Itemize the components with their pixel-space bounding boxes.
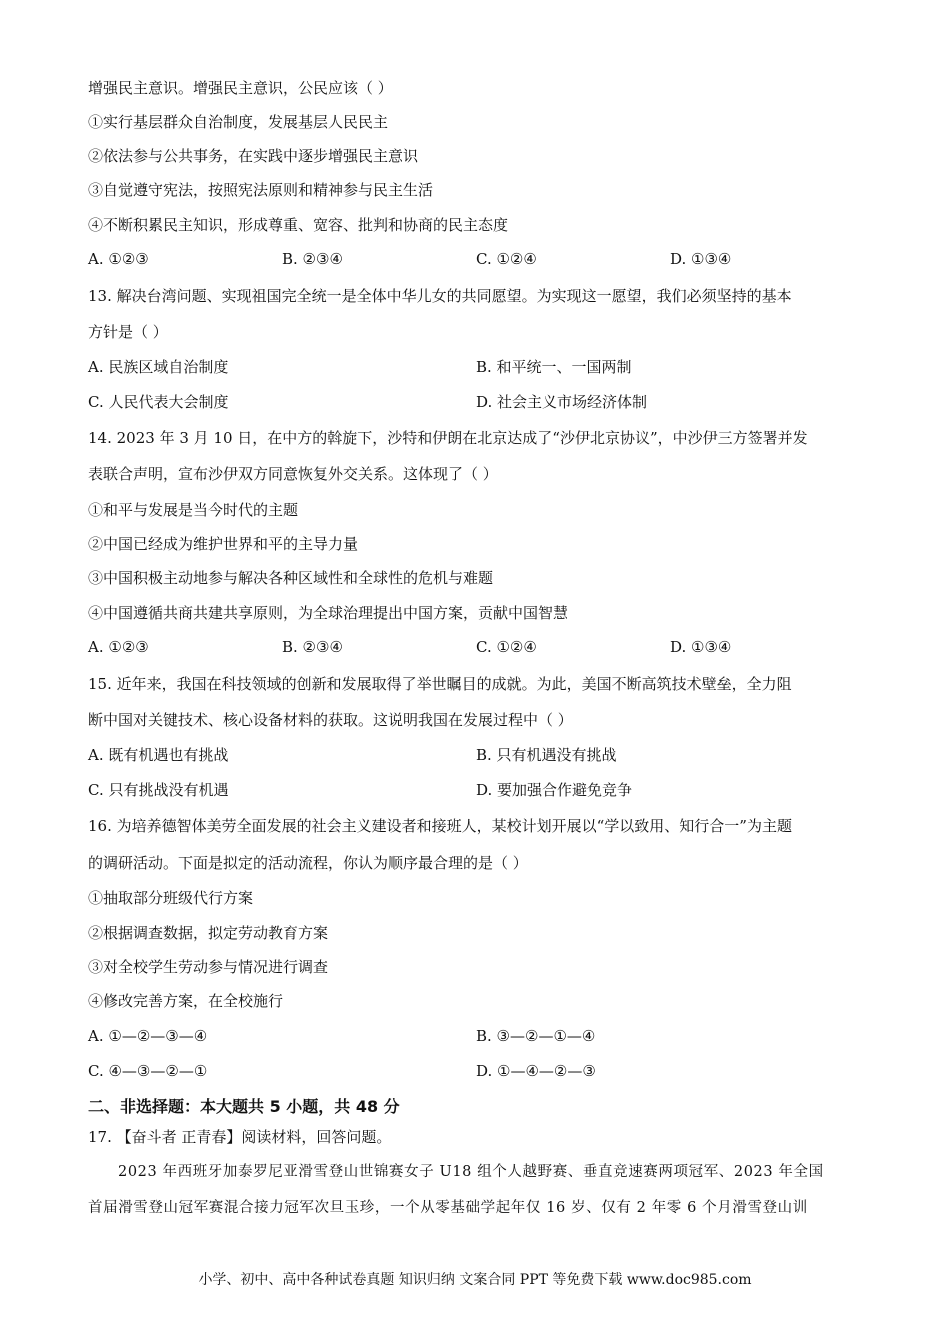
q15-option-a: A. 既有机遇也有挑战 [88, 746, 229, 764]
q12-option-d: D. ①③④ [670, 250, 732, 268]
q15-option-c: C. 只有挑战没有机遇 [88, 781, 229, 799]
section-heading: 二、非选择题：本大题共 5 小题，共 48 分 [88, 1097, 400, 1116]
q16-stem-line-1: 16. 为培养德智体美劳全面发展的社会主义建设者和接班人，某校计划开展以“学以致用、知行合一”为主题 [88, 817, 792, 835]
q13-option-d: D. 社会主义市场经济体制 [476, 393, 648, 411]
q16-option-a: A. ①—②—③—④ [88, 1027, 208, 1045]
q13-stem-line-1: 13. 解决台湾问题、实现祖国完全统一是全体中华儿女的共同愿望。为实现这一愿望，我们必须坚持的基本 [88, 287, 792, 305]
q16-stem-line-2: 的调研活动。下面是拟定的活动流程，你认为顺序最合理的是（ ） [88, 854, 528, 872]
q14-option-b: B. ②③④ [282, 638, 343, 656]
q17-material-line-1: 2023 年西班牙加泰罗尼亚滑雪登山世锦赛女子 U18 组个人越野赛、垂直竞速赛两项冠军、2023 年全国 [118, 1164, 824, 1180]
q14-stem-line-2: 表联合声明，宣布沙伊双方同意恢复外交关系。这体现了（ ） [88, 465, 498, 483]
q15-option-d: D. 要加强合作避免竞争 [476, 781, 633, 799]
q12-option-c: C. ①②④ [476, 250, 537, 268]
q16-item-2: ②根据调查数据，拟定劳动教育方案 [88, 924, 329, 942]
q17-material-line-2: 首届滑雪登山冠军赛混合接力冠军次旦玉珍，一个从零基础学起年仅 16 岁、仅有 2 年零 6 个月滑雪登山训 [88, 1200, 808, 1216]
q15-stem-line-2: 断中国对关键技术、核心设备材料的获取。这说明我国在发展过程中（ ） [88, 711, 573, 729]
q16-option-d: D. ①—④—②—③ [476, 1062, 596, 1080]
q16-item-4: ④修改完善方案，在全校施行 [88, 992, 284, 1010]
q12-stem: 增强民主意识。增强民主意识，公民应该（ ） [88, 79, 393, 97]
q14-option-c: C. ①②④ [476, 638, 537, 656]
q16-item-1: ①抽取部分班级代行方案 [88, 889, 254, 907]
q13-option-c: C. 人民代表大会制度 [88, 393, 229, 411]
q12-item-4: ④不断积累民主知识，形成尊重、宽容、批判和协商的民主态度 [88, 216, 509, 234]
q12-option-b: B. ②③④ [282, 250, 343, 268]
q14-item-4: ④中国遵循共商共建共享原则，为全球治理提出中国方案，贡献中国智慧 [88, 604, 569, 622]
q14-option-a: A. ①②③ [88, 638, 149, 656]
q12-option-a: A. ①②③ [88, 250, 149, 268]
q12-item-1: ①实行基层群众自治制度，发展基层人民民主 [88, 113, 389, 131]
q12-item-3: ③自觉遵守宪法，按照宪法原则和精神参与民主生活 [88, 181, 434, 199]
q14-item-3: ③中国积极主动地参与解决各种区域性和全球性的危机与难题 [88, 569, 494, 587]
q15-option-b: B. 只有机遇没有挑战 [476, 746, 617, 764]
q16-item-3: ③对全校学生劳动参与情况进行调查 [88, 958, 329, 976]
q13-option-a: A. 民族区域自治制度 [88, 358, 229, 376]
q17-stem: 17. 【奋斗者 正青春】阅读材料，回答问题。 [88, 1128, 392, 1146]
q14-stem-line-1: 14. 2023 年 3 月 10 日，在中方的斡旋下，沙特和伊朗在北京达成了“沙伊北京协议”，中沙伊三方签署并发 [88, 429, 808, 447]
q14-item-2: ②中国已经成为维护世界和平的主导力量 [88, 535, 359, 553]
q13-option-b: B. 和平统一、一国两制 [476, 358, 632, 376]
q16-option-b: B. ③—②—①—④ [476, 1027, 596, 1045]
q16-option-c: C. ④—③—②—① [88, 1062, 208, 1080]
q14-item-1: ①和平与发展是当今时代的主题 [88, 501, 299, 519]
q12-item-2: ②依法参与公共事务，在实践中逐步增强民主意识 [88, 147, 419, 165]
q14-option-d: D. ①③④ [670, 638, 732, 656]
page-footer: 小学、初中、高中各种试卷真题 知识归纳 文案合同 PPT 等免费下载 www.doc985.com [198, 1272, 752, 1288]
q13-stem-line-2: 方针是（ ） [88, 323, 168, 341]
q15-stem-line-1: 15. 近年来，我国在科技领域的创新和发展取得了举世瞩目的成就。为此，美国不断高筑技术壁垒，全力阻 [88, 675, 792, 693]
